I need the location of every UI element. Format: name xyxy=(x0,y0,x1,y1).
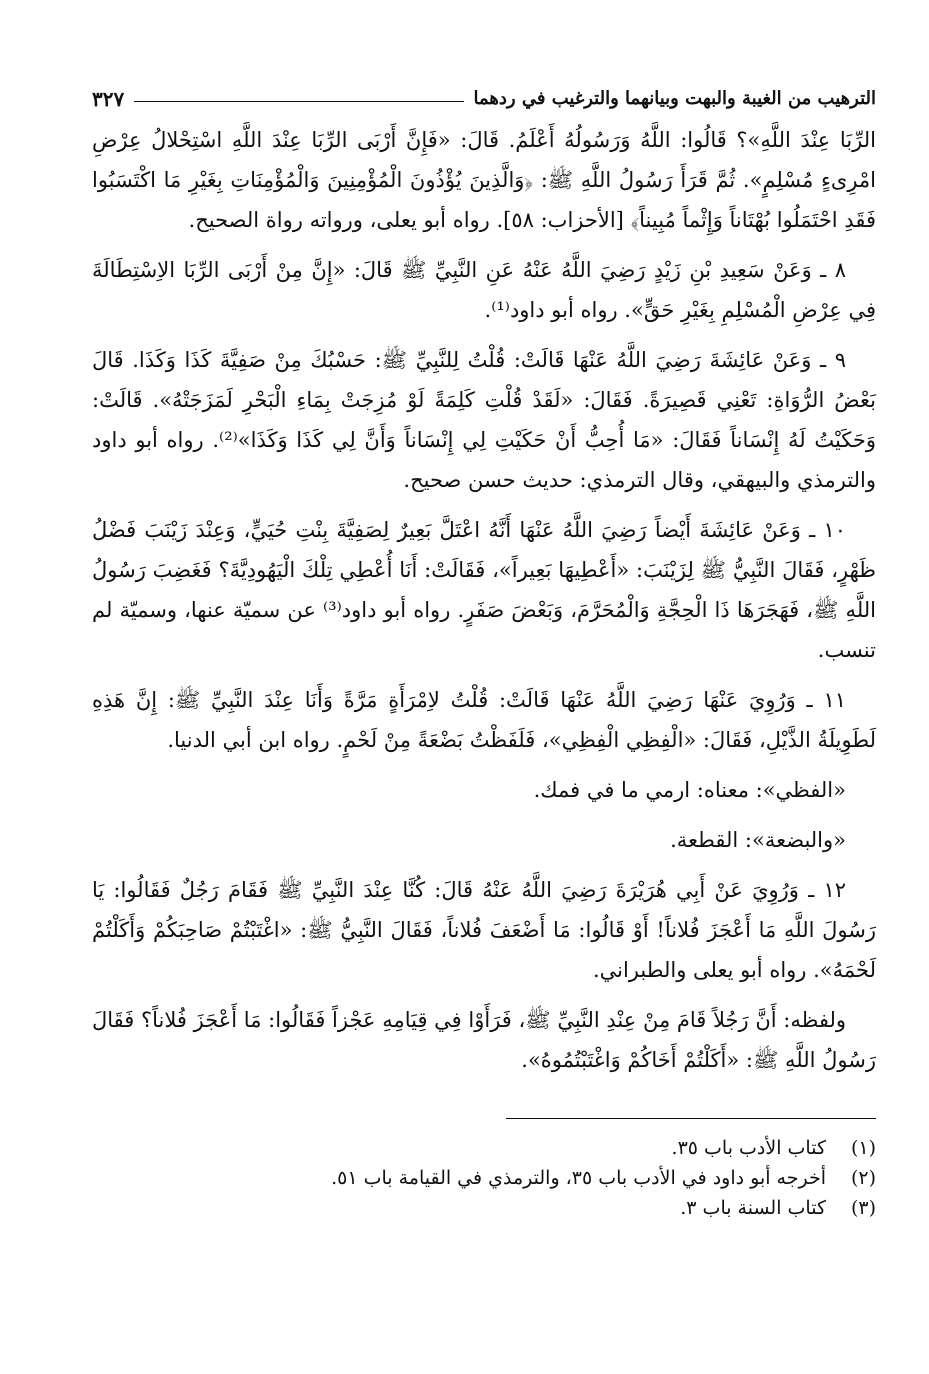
running-header xyxy=(92,84,876,114)
footnote-text: كتاب الأدب باب ٣٥. xyxy=(671,1137,826,1159)
footnote xyxy=(92,1193,876,1223)
book-page xyxy=(92,84,876,1344)
footnote-text: كتاب السنة باب ٣. xyxy=(680,1197,826,1219)
footnote xyxy=(92,1133,876,1163)
gloss-note: «والبضعة»: القطعة. xyxy=(670,828,846,852)
footnote-marker: (٣) xyxy=(850,1197,876,1219)
footnote xyxy=(92,1163,876,1193)
page-body xyxy=(92,120,876,1080)
hadith-8 xyxy=(92,250,876,330)
hadith-11 xyxy=(92,680,876,760)
gloss-note: «الفظي»: معناه: ارمي ما في فمك. xyxy=(533,778,846,802)
header-rule xyxy=(134,101,463,102)
page-number: ٣٢٧ xyxy=(92,87,125,111)
paragraph-text: ١١ ـ وَرُوِيَ عَنْهَا رَضِيَ اللَّهُ عَنْهَا قَالَتْ: قُلْتُ لاِمْرَأَةٍ مَرَّةً وَأَنَا عِنْدَ النَّبِيِّ ﷺ: إِنَّ هَذِهِ لَطَوِيلَةُ الذَّيْلِ، فَقَالَ: «الْفِظِي الْفِظِي»، فَلَفَظْتُ بَضْعَةً مِنْ لَحْمٍ. رواه ابن أبي الدنيا. xyxy=(92,688,876,752)
footnote-marker: (٢) xyxy=(850,1167,876,1189)
hadith-12 xyxy=(92,870,876,990)
hadith-12-variant xyxy=(92,1000,876,1080)
footnote-separator xyxy=(506,1118,876,1119)
hadith-9 xyxy=(92,340,876,500)
hadith-10 xyxy=(92,510,876,670)
running-header-title: الترهيب من الغيبة والبهت وبيانهما والترغيب في ردهما xyxy=(473,88,876,109)
footnotes xyxy=(92,1133,876,1223)
paragraph-text: الرِّبَا عِنْدَ اللَّهِ»؟ قَالُوا: اللَّهُ وَرَسُولُهُ أَعْلَمُ. قَالَ: «فَإِنَّ أَرْبَى الرِّبَا عِنْدَ اللَّهِ اسْتِحْلالُ عِرْضِ امْرِىءٍ مُسْلِمٍ». ثُمَّ قَرَأَ رَسُولُ اللَّهِ ﷺ: ﴿وَالَّذِينَ يُؤْذُونَ الْمُؤْمِنِينَ وَالْمُؤْمِنَاتِ بِغَيْرِ مَا اكْتَسَبُوا فَقَدِ احْتَمَلُوا بُهْتَاناً وَإِثْماً مُبِيناً﴾ [الأحزاب: ٥٨]. رواه أبو يعلى، ورواته رواة الصحيح. xyxy=(92,128,876,232)
paragraph-text: ١٢ ـ وَرُوِيَ عَنْ أَبِي هُرَيْرَةَ رَضِيَ اللَّهُ عَنْهُ قَالَ: كُنَّا عِنْدَ النَّبِيِّ ﷺ فَقَامَ رَجُلٌ فَقَالُوا: يَا رَسُولَ اللَّهِ مَا أَعْجَزَ فُلاناً! أَوْ قَالُوا: مَا أَضْعَفَ فُلاناً، فَقَالَ النَّبِيُّ ﷺ: «اغْتَبْتُمْ صَاحِبَكُمْ وَأَكَلْتُمْ لَحْمَهُ». رواه أبو يعلى والطبراني. xyxy=(92,878,876,982)
paragraph-text: ٨ ـ وَعَنْ سَعِيدِ بْنِ زَيْدٍ رَضِيَ اللَّهُ عَنْهُ عَنِ النَّبِيِّ ﷺ قَالَ: «إِنَّ مِنْ أَرْبَى الرِّبَا الاِسْتِطَالَةَ فِي عِرْضِ الْمُسْلِمِ بِغَيْرِ حَقٍّ». رواه أبو داود⁽¹⁾. xyxy=(92,258,876,322)
paragraph-text: ٩ ـ وَعَنْ عَائِشَةَ رَضِيَ اللَّهُ عَنْهَا قَالَتْ: قُلْتُ لِلنَّبِيِّ ﷺ: حَسْبُكَ مِنْ صَفِيَّةَ كَذَا وَكَذَا. قَالَ بَعْضُ الرُّوَاةِ: تَعْنِي قَصِيرَةً. فَقَالَ: «لَقَدْ قُلْتِ كَلِمَةً لَوْ مُزِجَتْ بِمَاءِ الْبَحْرِ لَمَزَجَتْهُ». قَالَتْ: وَحَكَيْتُ لَهُ إِنْسَاناً فَقَالَ: «مَا أُحِبُّ أَنْ حَكَيْتِ لِي إِنْسَاناً وَأَنَّ لِي كَذَا وَكَذَا»⁽²⁾. رواه أبو داود والترمذي والبيهقي، وقال الترمذي: حديث حسن صحيح. xyxy=(92,348,876,492)
paragraph-continuation xyxy=(92,120,876,240)
footnote-text: أخرجه أبو داود في الأدب باب ٣٥، والترمذي في القيامة باب ٥١. xyxy=(331,1167,826,1189)
paragraph-text: ١٠ ـ وَعَنْ عَائِشَةَ أَيْضاً رَضِيَ اللَّهُ عَنْهَا أَنَّهُ اعْتَلَّ بَعِيرٌ لِصَفِيَّةَ بِنْتِ حُيَيٍّ، وَعِنْدَ زَيْنَبَ فَضْلُ ظَهْرٍ، فَقَالَ النَّبِيُّ ﷺ لِزَيْنَبَ: «أَعْطِيهَا بَعِيراً»، فَقَالَتْ: أَنَا أُعْطِي تِلْكَ الْيَهُودِيَّةَ؟ فَغَضِبَ رَسُولُ اللَّهِ ﷺ، فَهَجَرَهَا ذَا الْحِجَّةِ وَالْمُحَرَّمَ، وَبَعْضَ صَفَرٍ. رواه أبو داود⁽³⁾ عن سميّة عنها، وسميّة لم تنسب. xyxy=(92,518,877,662)
paragraph-text: ولفظه: أَنَّ رَجُلاً قَامَ مِنْ عِنْدِ النَّبِيِّ ﷺ، فَرَأَوْا فِي قِيَامِهِ عَجْزاً فَقَالُوا: مَا أَعْجَزَ فُلاناً؟ فَقَالَ رَسُولُ اللَّهِ ﷺ: «أَكَلْتُمْ أَخَاكُمْ وَاغْتَبْتُمُوهُ». xyxy=(92,1008,876,1072)
footnote-marker: (١) xyxy=(850,1137,876,1159)
